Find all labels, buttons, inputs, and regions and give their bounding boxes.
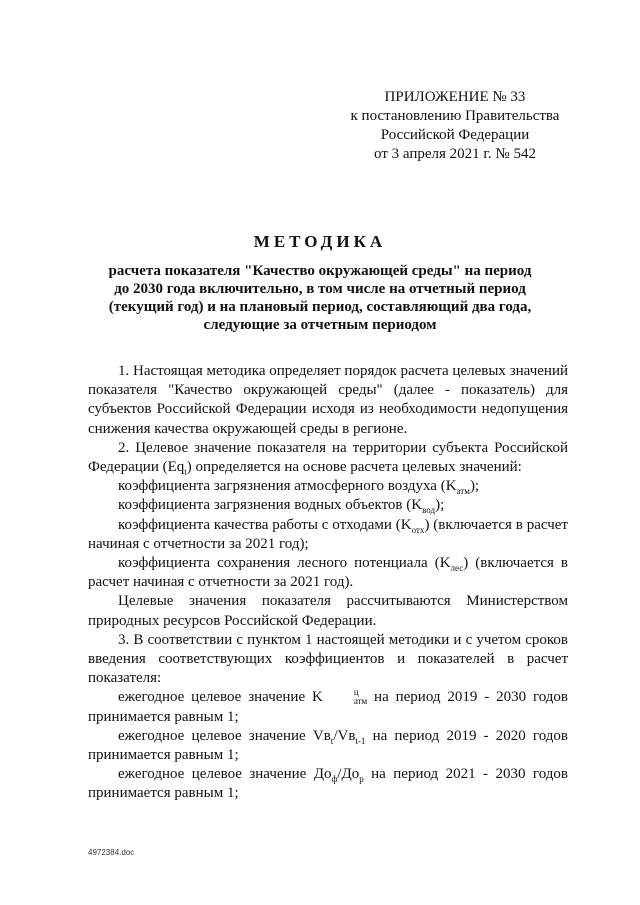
k2-text-end: );: [435, 497, 445, 514]
paragraph-3: 3. В соответствии с пунктом 1 настоящей методики и с учетом сроков введения соответствующих коэффициентов и показателей в расчет показателя:: [88, 631, 568, 687]
document-filename: 4972384.doc: [88, 848, 135, 857]
k3-text: коэффициента качества работы с отходами (K: [118, 516, 412, 533]
e3-subscript-1: ф: [331, 774, 338, 785]
target-value-air: [88, 688, 568, 726]
annex-federation: Российской Федерации: [380, 127, 530, 143]
document-subtitle: [100, 262, 540, 334]
coefficient-air: [88, 477, 568, 496]
annex-decree: к постановлению Правительства: [350, 108, 560, 124]
e3-text-mid: /До: [337, 766, 360, 783]
subtitle-line-3: (текущий год) и на плановый период, составляющий два года,: [108, 299, 532, 315]
subtitle-line-4: следующие за отчетным периодом: [203, 317, 437, 333]
subtitle-line-2: до 2030 года включительно, в том числе на отчетный период: [114, 281, 526, 297]
e1-text: ежегодное целевое значение K: [118, 689, 323, 706]
e3-text-end: на период 2021 - 2030 годов принимается равным 1;: [88, 766, 568, 802]
e1-superscript: ц: [353, 687, 359, 698]
subtitle-line-1: расчета показателя "Качество окружающей среды" на период: [108, 263, 532, 279]
k4-subscript: лес: [450, 563, 464, 574]
e3-text: ежегодное целевое значение До: [118, 766, 332, 783]
k4-text-end: ) (включается в расчет начиная с отчетности за 2021 год).: [88, 555, 568, 591]
document-body: [88, 362, 568, 804]
e2-text-mid: /Vв: [333, 727, 356, 744]
k2-subscript: вод: [422, 505, 436, 516]
coefficient-water: [88, 496, 568, 515]
paragraph-ministry: Целевые значения показателя рассчитываются Министерством природных ресурсов Российской Федерации.: [88, 593, 568, 629]
paragraph-1: 1. Настоящая методика определяет порядок расчета целевых значений показателя "Качество окружающей среды" (далее - показатель) для субъектов Российской Федерации исходя из необходимости недопущения снижения качества окружающей среды в регионе.: [88, 363, 568, 437]
annex-header: [330, 88, 580, 164]
e1-text-end: на период 2019 - 2030 годов принимается равным 1;: [88, 689, 569, 725]
paragraph-2: [88, 439, 568, 477]
k3-text-end: ) (включается в расчет начиная с отчетности за 2021 год);: [88, 516, 568, 552]
annex-number: ПРИЛОЖЕНИЕ № 33: [384, 89, 526, 105]
e2-text-end: на период 2019 - 2020 годов принимается равным 1;: [88, 727, 568, 764]
k1-subscript: атм: [456, 486, 470, 497]
target-value-waste: [88, 765, 568, 803]
annex-date: от 3 апреля 2021 г. № 542: [374, 146, 536, 162]
k2-text: коэффициента загрязнения водных объектов (K: [118, 497, 423, 514]
k1-text: коэффициента загрязнения атмосферного воздуха (K: [118, 478, 457, 495]
p2-text-end: ) определяется на основе расчета целевых значений:: [186, 459, 522, 476]
e1-super-sub: [324, 688, 367, 706]
target-value-water: [88, 727, 568, 765]
e2-subscript-1: t: [330, 735, 334, 746]
coefficient-waste: [88, 516, 568, 554]
coefficient-forest: [88, 554, 568, 592]
e2-subscript-2: t-1: [355, 735, 366, 746]
e1-subscript: атм: [353, 696, 368, 707]
e3-subscript-2: р: [359, 774, 364, 785]
k1-text-end: );: [469, 478, 480, 495]
k3-subscript: отх: [411, 524, 425, 535]
p2-subscript: t: [184, 467, 187, 478]
document-title: МЕТОДИКА: [253, 232, 387, 251]
k4-text: коэффициента сохранения лесного потенциала (K: [118, 555, 451, 572]
p2-text: 2. Целевое значение показателя на территории субъекта Российской Федерации (Eq: [88, 439, 568, 476]
e2-text: ежегодное целевое значение Vв: [118, 727, 331, 744]
